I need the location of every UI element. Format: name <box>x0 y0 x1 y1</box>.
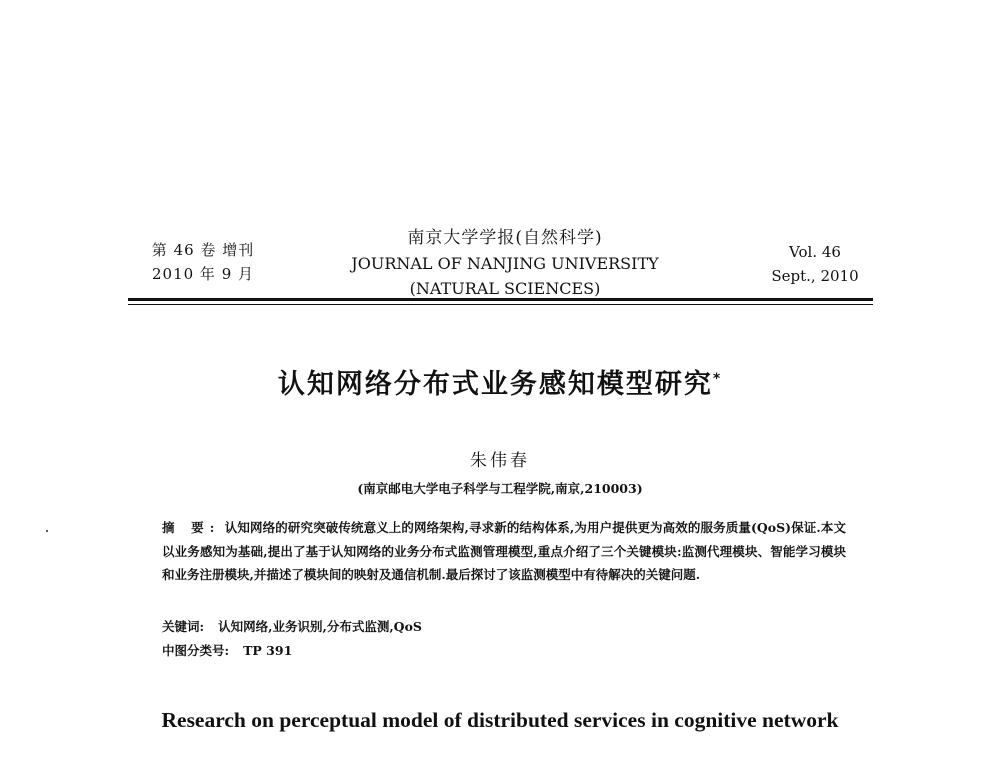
author-name: 朱伟春 <box>470 451 530 471</box>
classification-text: TP 391 <box>243 643 293 658</box>
volume-issue: 第 46 卷 增刊 <box>151 241 255 259</box>
abstract <box>162 516 846 587</box>
journal-subtitle-en: (NATURAL SCIENCES) <box>409 279 601 298</box>
volume-info <box>118 238 288 286</box>
english-title: Research on perceptual model of distributed services in cognitive network <box>161 708 839 732</box>
keywords <box>162 616 846 638</box>
publication-date-cn: 2010 年 9 月 <box>151 265 255 283</box>
abstract-text: 认知网络的研究突破传统意义上的网络架构,寻求新的结构体系,为用户提供更为高效的服务质量(QoS)保证.本文以业务感知为基础,提出了基于认知网络的业务分布式监测管理模型,重点介绍了三个关键模块:监测代理模块、智能学习模块和业务注册模块,并描述了模块间的映射及通信机制.最后探讨了该监测模型中有待解决的关键问题. <box>162 520 847 582</box>
abstract-label: 摘 要: <box>162 520 221 535</box>
keywords-text: 认知网络,业务识别,分布式监测,QoS <box>218 619 422 634</box>
publication-date-en: Sept., 2010 <box>771 267 859 285</box>
classification-label: 中图分类号: <box>162 643 230 658</box>
header-rule-thin <box>128 304 873 305</box>
volume-info-en <box>750 240 880 288</box>
journal-name <box>320 226 690 301</box>
title-footnote-mark: * <box>712 371 723 387</box>
paper-title <box>150 362 850 401</box>
volume-number-en: Vol. 46 <box>789 243 841 261</box>
author-affiliation: (南京邮电大学电子科学与工程学院,南京,210003) <box>357 481 643 496</box>
keywords-label: 关键词: <box>162 619 205 634</box>
paper-title-text: 认知网络分布式业务感知模型研究 <box>277 369 713 400</box>
header-rule-thick <box>128 298 873 301</box>
classification-number <box>162 640 846 662</box>
scan-speck <box>46 530 48 532</box>
journal-name-en: JOURNAL OF NANJING UNIVERSITY <box>351 254 659 273</box>
journal-name-cn: 南京大学学报(自然科学) <box>407 228 603 248</box>
